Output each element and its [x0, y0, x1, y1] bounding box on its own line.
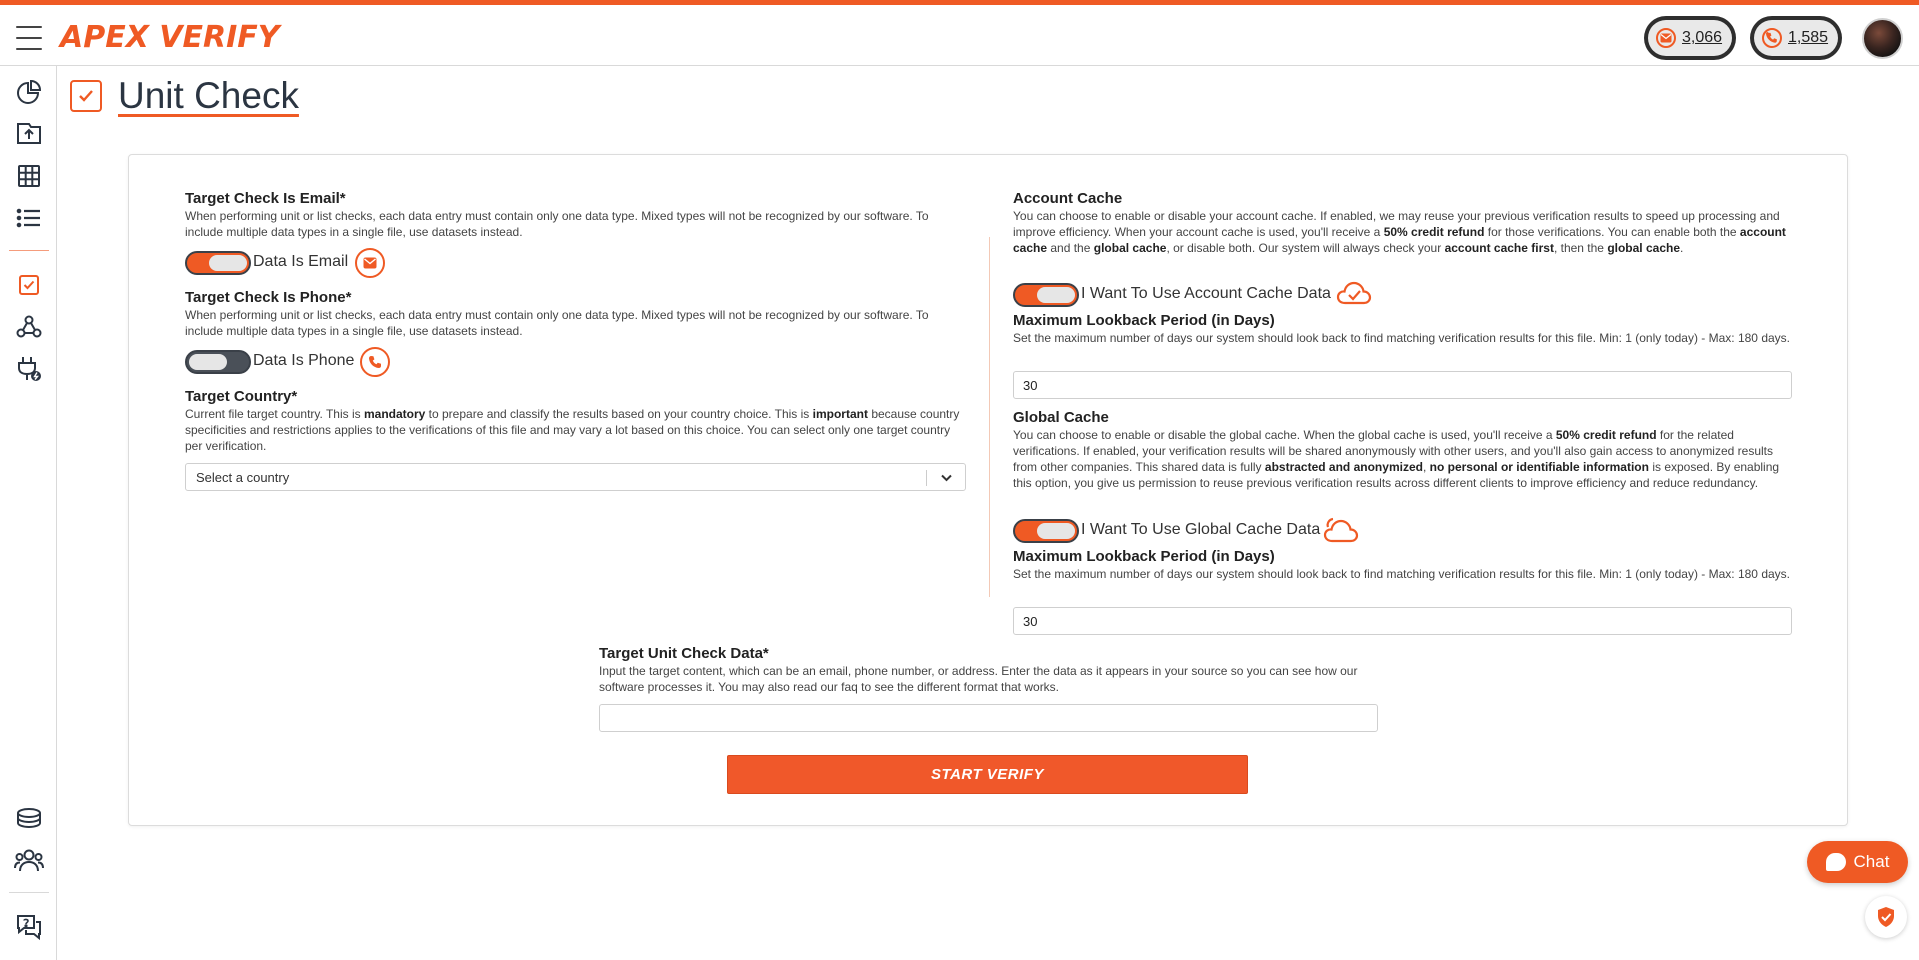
phone-icon — [360, 347, 390, 377]
account-lookback-title: Maximum Lookback Period (in Days) — [1013, 312, 1275, 329]
global-cache-description: You can choose to enable or disable the global cache. When the global cache is used, you'll receive a 50% credit refund for the related verifications. If enabled, your verification results will be shared anonymously with other users, and you'll also gain access to anonymized results from other companies. This shared data is fully abstracted and anonymized, no personal or identifiable information is exposed. By enabling this option, you give us permission to reuse previous verification results across different clients to improve efficiency and reduce redundancy. — [1013, 428, 1780, 490]
logo-text: APEX VERIFY — [60, 19, 280, 55]
grid-icon[interactable] — [13, 160, 45, 192]
cloud-sun-icon — [1322, 515, 1360, 550]
logo[interactable] — [60, 15, 279, 59]
upload-icon[interactable] — [13, 118, 45, 150]
phone-toggle-label: Data Is Phone — [253, 352, 355, 369]
top-header — [0, 5, 1919, 66]
unit-check-title-icon — [70, 80, 102, 112]
sidebar-divider — [9, 250, 49, 251]
chat-button[interactable] — [1807, 841, 1908, 883]
help-chat-icon[interactable] — [13, 911, 45, 943]
global-lookback-description: Set the maximum number of days our system should look back to find matching verification results for this file. Min: 1 (only today) - Max: 180 days. — [1013, 567, 1790, 581]
global-lookback-input[interactable] — [1013, 607, 1792, 635]
dashboard-pie-icon[interactable] — [13, 76, 45, 108]
phone-section-description: When performing unit or list checks, each data entry must contain only one data type. Mixed types will not be recognized by our software. To include multiple data types in a single file, use datasets instead. — [185, 308, 929, 338]
chevron-down-icon[interactable] — [940, 471, 953, 489]
start-verify-button[interactable]: START VERIFY — [727, 755, 1248, 794]
email-section-description: When performing unit or list checks, each data entry must contain only one data type. Mixed types will not be recognized by our software. To include multiple data types in a single file, use datasets instead. — [185, 209, 929, 239]
page-title-row — [70, 74, 299, 118]
cloud-check-icon — [1336, 279, 1372, 312]
coins-icon[interactable] — [13, 802, 45, 834]
phone-credits-badge[interactable] — [1750, 16, 1842, 60]
email-credits-count: 3,066 — [1682, 29, 1723, 46]
phone-credits-count: 1,585 — [1788, 29, 1829, 46]
global-cache-title: Global Cache — [1013, 409, 1109, 426]
users-icon[interactable] — [13, 844, 45, 876]
country-section-description: Current file target country. This is mandatory to prepare and classify the results based on your country choice. This is important because country specificities and restrictions applies to the verifications of this file and may vary a lot based on this choice. You can select only one target country per verification. — [185, 407, 960, 453]
plug-icon[interactable] — [13, 353, 45, 385]
sidebar — [0, 66, 57, 960]
email-toggle[interactable] — [185, 251, 251, 275]
email-credits-badge[interactable] — [1644, 16, 1736, 60]
unit-check-form-card — [128, 154, 1848, 826]
menu-icon[interactable] — [16, 26, 42, 50]
unit-check-icon[interactable] — [13, 269, 45, 301]
avatar[interactable] — [1862, 18, 1903, 59]
account-cache-title: Account Cache — [1013, 190, 1123, 207]
email-toggle-label: Data Is Email — [253, 253, 349, 270]
unit-data-title: Target Unit Check Data* — [599, 645, 769, 662]
global-cache-toggle-label: I Want To Use Global Cache Data — [1081, 521, 1321, 538]
email-credit-icon — [1656, 28, 1676, 48]
country-select-value: Select a country — [196, 470, 290, 485]
sidebar-divider-bottom — [9, 892, 49, 893]
account-cache-toggle-label: I Want To Use Account Cache Data — [1081, 285, 1331, 302]
account-lookback-input[interactable] — [1013, 371, 1792, 399]
account-cache-description: You can choose to enable or disable your account cache. If enabled, we may reuse your previous verification results to speed up processing and improve efficiency. When your account cache is used, you'll receive a 50% credit refund for those verifications. You can enable both the account cache and the global cache, or disable both. Our system will always check your account cache first, then the global cache. — [1013, 209, 1786, 255]
phone-credit-icon — [1762, 28, 1782, 48]
country-section-title: Target Country* — [185, 388, 298, 405]
global-lookback-title: Maximum Lookback Period (in Days) — [1013, 548, 1275, 565]
webhook-icon[interactable] — [13, 311, 45, 343]
select-separator — [926, 470, 927, 486]
unit-data-input[interactable] — [599, 704, 1378, 732]
account-lookback-description: Set the maximum number of days our system should look back to find matching verification results for this file. Min: 1 (only today) - Max: 180 days. — [1013, 331, 1790, 345]
page-title: Unit Check — [118, 75, 299, 116]
account-cache-toggle[interactable] — [1013, 283, 1079, 307]
unit-data-description: Input the target content, which can be an email, phone number, or address. Enter the data as it appears in your source so you can see how our software processes it. You may also read our faq to see the different format that works. — [599, 664, 1358, 694]
shield-check-icon[interactable] — [1865, 896, 1907, 938]
email-section-title: Target Check Is Email* — [185, 190, 346, 207]
chat-label: Chat — [1853, 852, 1890, 871]
chat-bubble-icon — [1826, 853, 1846, 871]
column-divider — [989, 237, 990, 597]
country-select[interactable] — [185, 463, 966, 491]
phone-section-title: Target Check Is Phone* — [185, 289, 352, 306]
list-icon[interactable] — [13, 202, 45, 234]
global-cache-toggle[interactable] — [1013, 519, 1079, 543]
email-icon — [355, 248, 385, 278]
phone-toggle[interactable] — [185, 350, 251, 374]
